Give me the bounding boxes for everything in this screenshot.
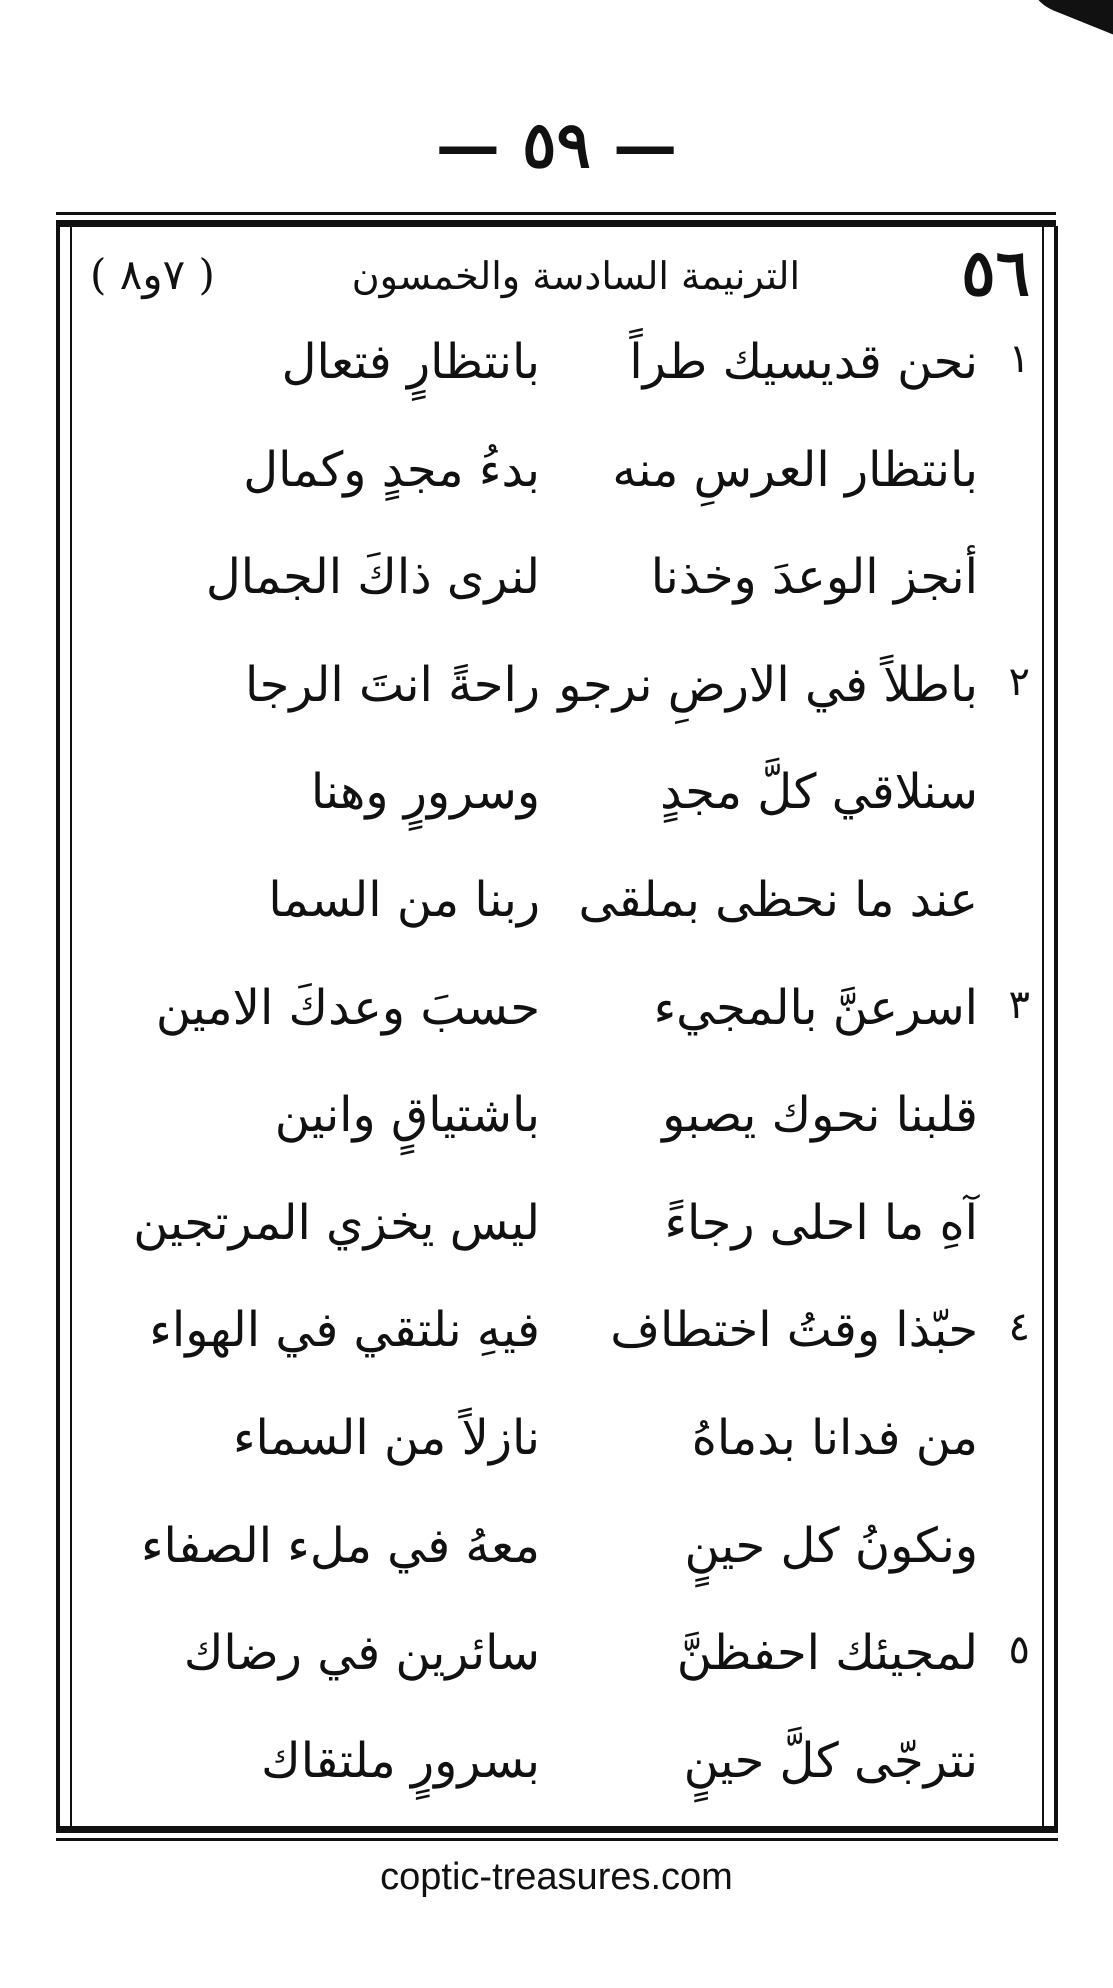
verse-line: [90, 1506, 1030, 1614]
verse-first-half: لمجيئك احفظنَّ: [676, 1625, 978, 1682]
verse-number: ١: [1008, 336, 1030, 382]
hymn-number: ٥٦: [961, 236, 1030, 311]
verse-number: ٢: [1008, 658, 1030, 705]
verse-line: [90, 645, 1030, 753]
hymn-title: الترنيمة السادسة والخمسون: [351, 254, 800, 298]
verse-second-half: نازلاً من السماء: [232, 1409, 540, 1466]
frame-bottom-line: [56, 1838, 1058, 1841]
verse-number: ٤: [1008, 1304, 1030, 1351]
hymn-reference: ( ٧و٨ ): [90, 250, 215, 299]
verse-first-half: عند ما نحظى بملقى: [578, 871, 978, 928]
verse-second-half: حسبَ وعدكَ الامين: [155, 979, 540, 1036]
verse-second-half: باشتياقٍ وانين: [274, 1087, 540, 1144]
verse-line: [90, 1721, 1030, 1829]
verse-second-half: معهُ في ملء الصفاء: [140, 1517, 540, 1574]
verse-first-half: من فدانا بدماهُ: [691, 1409, 978, 1466]
verse-first-half: باطلاً في الارضِ نرجو: [558, 656, 978, 713]
verse-first-half: نحن قديسيك طراً: [629, 334, 978, 390]
verse-first-half: حبّذا وقتُ اختطاف: [610, 1302, 978, 1359]
hymn-verses: [90, 322, 1030, 1828]
verse-line: [90, 1613, 1030, 1721]
verse-first-half: سنلاقي كلَّ مجدٍ: [660, 764, 978, 821]
verse-line: [90, 537, 1030, 645]
verse-first-half: ونكونُ كل حينٍ: [684, 1517, 978, 1574]
verse-second-half: فيهِ نلتقي في الهواء: [149, 1302, 540, 1359]
verse-line: [90, 1075, 1030, 1183]
verse-second-half: ربنا من السما: [268, 871, 540, 928]
website-footer: coptic-treasures.com: [380, 1856, 733, 1898]
verse-line: [90, 860, 1030, 968]
verse-line: [90, 1183, 1030, 1291]
verse-first-half: نترجّى كلَّ حينٍ: [683, 1732, 978, 1789]
verse-second-half: وسرورٍ وهنا: [310, 764, 540, 821]
verse-first-half: أنجز الوعدَ وخذنا: [650, 549, 978, 606]
verse-line: [90, 968, 1030, 1076]
verse-second-half: بانتظارٍ فتعال: [281, 334, 540, 390]
page-number: — ٥٩ —: [435, 108, 678, 183]
verse-line: [90, 430, 1030, 538]
verse-first-half: قلبنا نحوك يصبو: [662, 1087, 978, 1144]
verse-line: [90, 752, 1030, 860]
verse-number: ٥: [1008, 1627, 1030, 1674]
verse-second-half: لنرى ذاكَ الجمال: [205, 549, 540, 606]
verse-first-half: آهِ ما احلى رجاءً: [664, 1194, 978, 1251]
verse-line: [90, 322, 1030, 430]
verse-second-half: ليس يخزي المرتجين: [133, 1194, 540, 1251]
verse-second-half: راحةً انتَ الرجا: [244, 656, 540, 713]
verse-second-half: سائرين في رضاك: [183, 1625, 540, 1682]
frame-top-line: [56, 212, 1056, 215]
page-corner-mark: [1016, 0, 1113, 40]
verse-line: [90, 1398, 1030, 1506]
verse-second-half: بسرورٍ ملتقاك: [261, 1732, 540, 1789]
hymn-header: [90, 236, 1030, 316]
verse-first-half: بانتظار العرسِ منه: [612, 441, 978, 498]
verse-second-half: بدءُ مجدٍ وكمال: [243, 441, 540, 498]
verse-first-half: اسرعنَّ بالمجيء: [653, 979, 978, 1036]
verse-number: ٣: [1008, 981, 1030, 1028]
verse-line: [90, 1290, 1030, 1398]
